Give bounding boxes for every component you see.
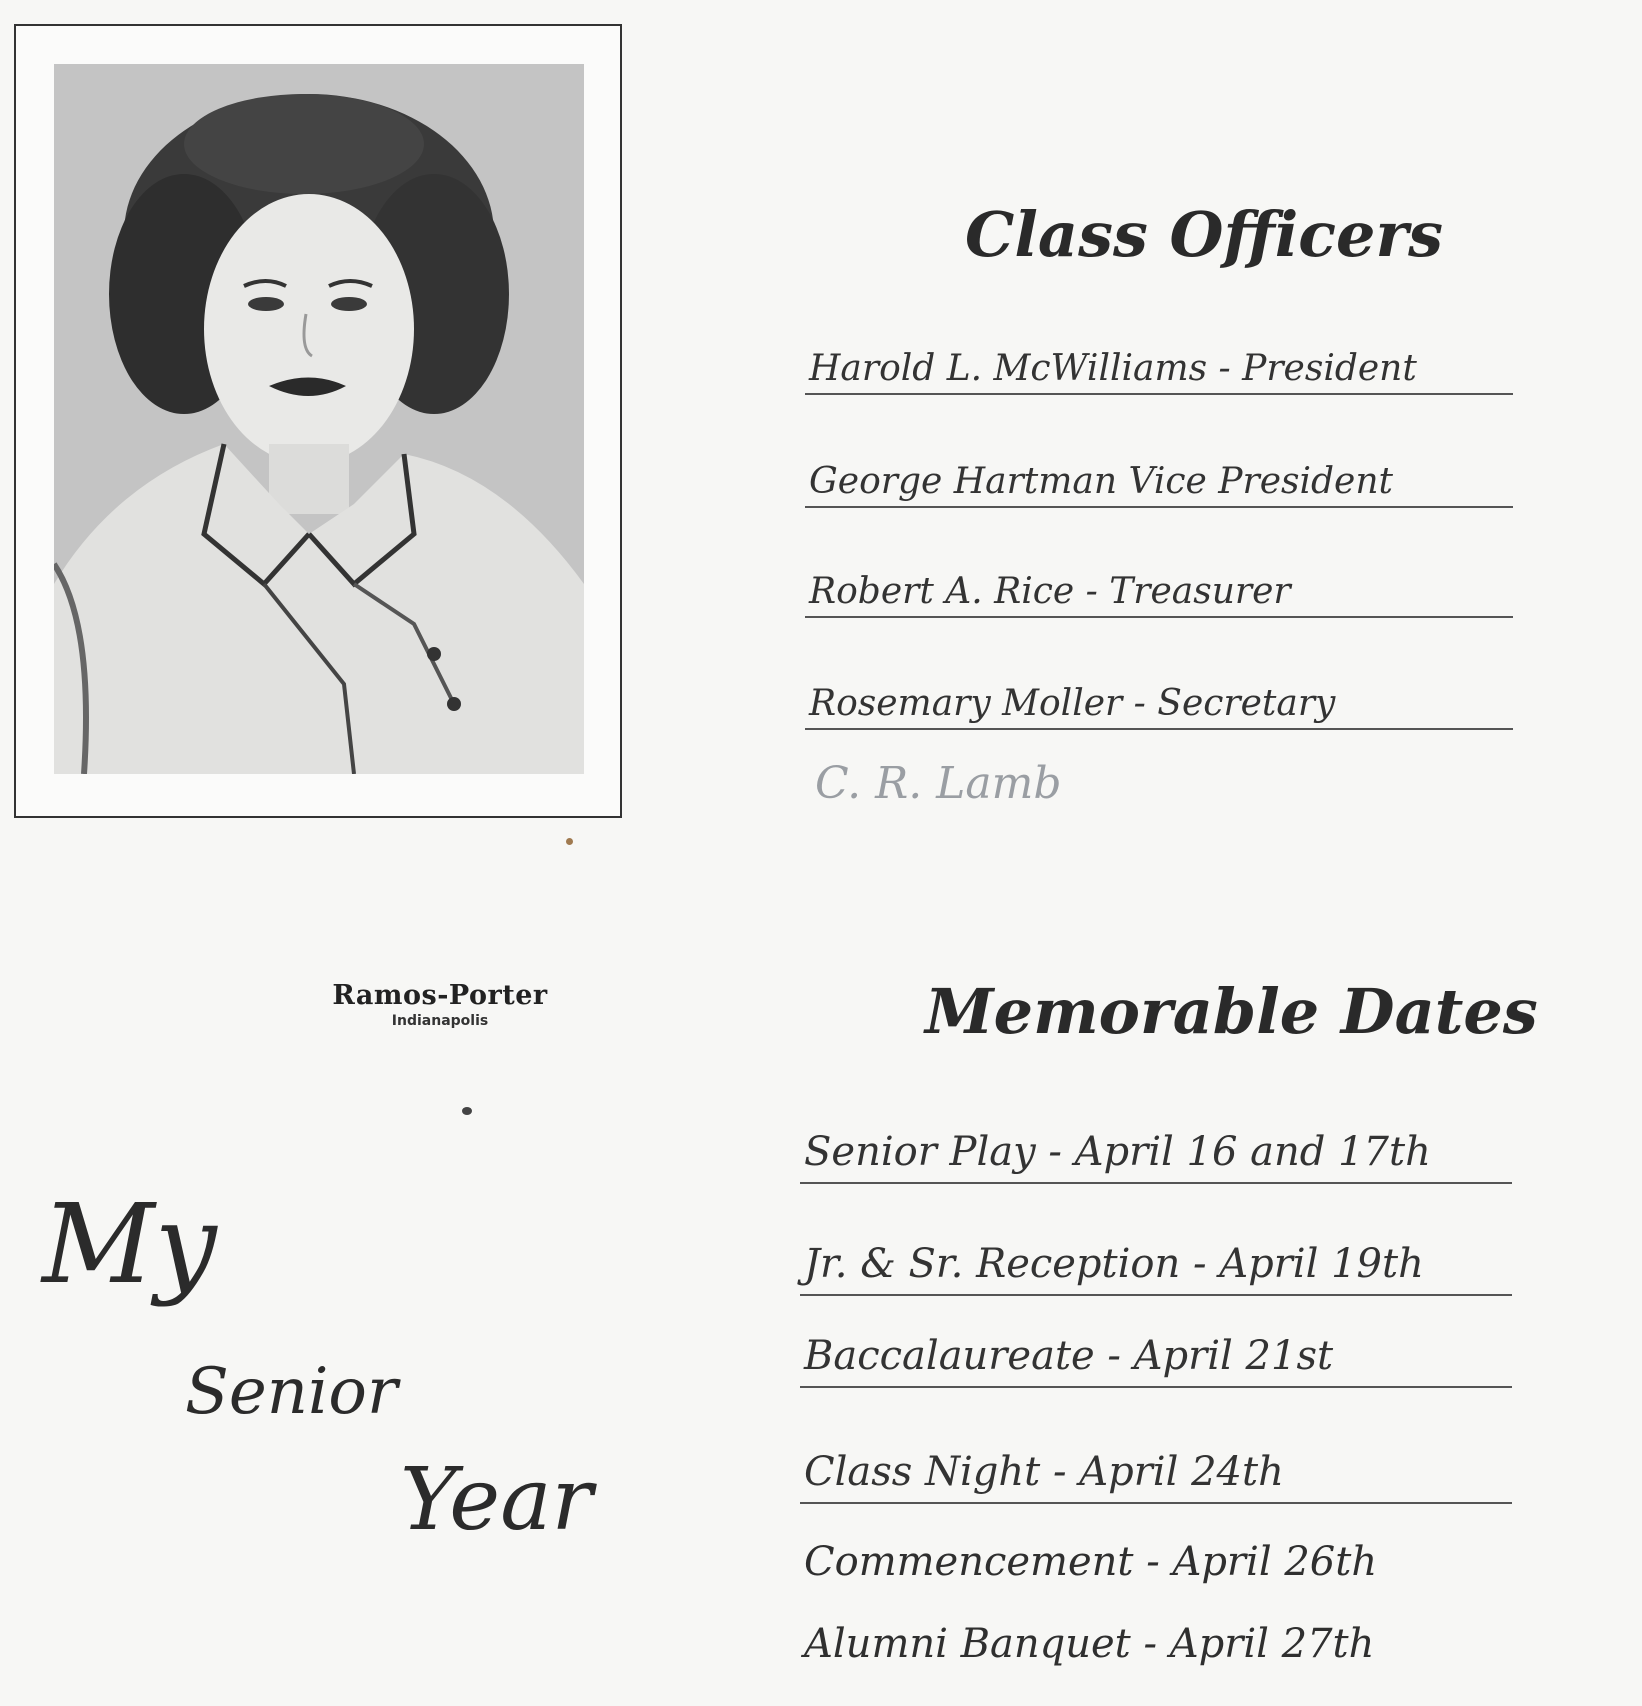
date-line: Senior Play - April 16 and 17th — [800, 1120, 1512, 1184]
cover-title-senior: Senior — [185, 1355, 398, 1429]
signature: C. R. Lamb — [815, 758, 1062, 809]
date-line: Class Night - April 24th — [800, 1440, 1512, 1504]
officer-line: Robert A. Rice - Treasurer — [805, 566, 1513, 618]
class-officers-heading: Class Officers — [965, 198, 1444, 271]
publisher-city: Indianapolis — [391, 1013, 489, 1029]
cover-title-year: Year — [400, 1450, 593, 1550]
officer-line: Rosemary Moller - Secretary — [805, 678, 1513, 730]
portrait-photo — [54, 64, 584, 774]
memorable-dates-heading: Memorable Dates — [925, 975, 1538, 1048]
date-line: Jr. & Sr. Reception - April 19th — [800, 1232, 1512, 1296]
speck — [462, 1107, 472, 1115]
date-line: Alumni Banquet - April 27th — [804, 1621, 1375, 1667]
cover-title-my: My — [42, 1180, 217, 1308]
date-line: Commencement - April 26th — [804, 1539, 1378, 1585]
photo-frame — [14, 24, 622, 818]
date-line: Baccalaureate - April 21st — [800, 1324, 1512, 1388]
speck — [566, 838, 573, 845]
officer-line: Harold L. McWilliams - President — [805, 343, 1513, 395]
officer-line: George Hartman Vice President — [805, 456, 1513, 508]
publisher-imprint — [300, 980, 580, 1029]
publisher-name: Ramos-Porter — [332, 980, 548, 1011]
